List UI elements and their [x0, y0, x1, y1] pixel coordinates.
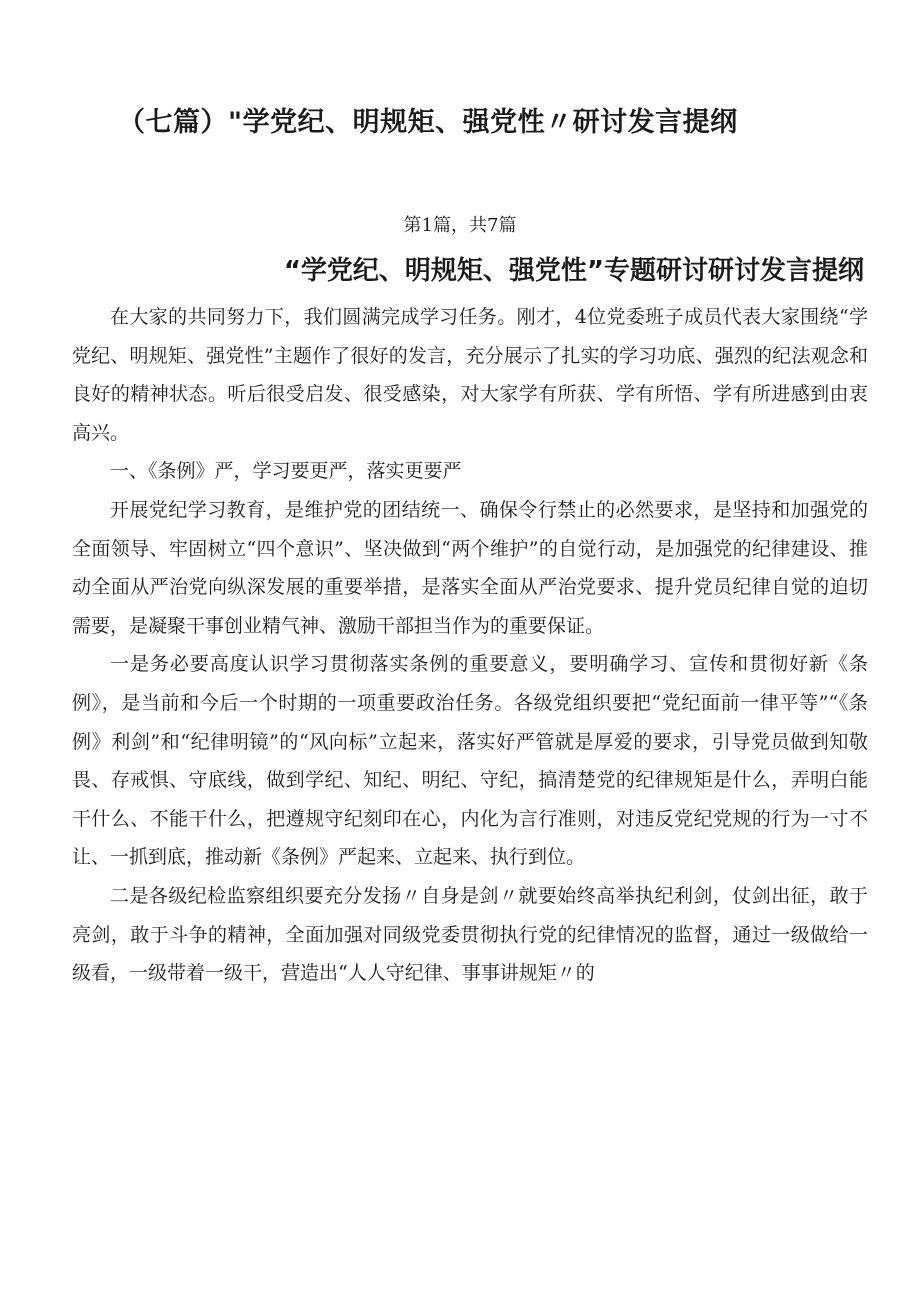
paragraph: 二是各级纪检监察组织要充分发扬〃自身是剑〃就要始终高举执纪利剑，仗剑出征，敢于亮剑，敢于斗争的精神，全面加强对同级党委贯彻执行党的纪律情况的监督，通过一级做给一级看，一级带着一级干，营造出“人人守纪律、事事讲规矩〃的: [72, 884, 868, 985]
paragraph-heading: 一、《条例》严，学习要更严，落实更要严: [110, 460, 462, 483]
paragraph: 开展党纪学习教育，是维护党的团结统一、确保令行禁止的必然要求，是坚持和加强党的全面领导、牢固树立“四个意识”、坚决做到“两个维护”的自觉行动，是加强党的纪律建设、推动全面从严治党向纵深发展的重要举措，是落实全面从严治党要求、提升党员纪律自觉的迫切需要，是凝聚干事创业精气神、激励干部担当作为的重要保证。: [72, 498, 868, 637]
section-title: “学党纪、明规矩、强党性”专题研讨研讨发言提纲: [283, 256, 864, 286]
part-label: 第1篇，共7篇: [403, 215, 517, 236]
paragraph: 在大家的共同努力下，我们圆满完成学习任务。刚才，4位党委班子成员代表大家围绕“学党纪、明规矩、强党性”主题作了很好的发言，充分展示了扎实的学习功底、强烈的纪法观念和良好的精神状态。听后很受启发、很受感染，对大家学有所获、学有所悟、学有所进感到由衷高兴。: [72, 306, 868, 444]
body-text: [72, 298, 868, 993]
document-title: （七篇）"学党纪、明规矩、强党性〃研讨发言提纲: [118, 107, 738, 138]
paragraph: 一是务必要高度认识学习贯彻落实条例的重要意义，要明确学习、宣传和贯彻好新《条例》，是当前和今后一个时期的一项重要政治任务。各级党组织要把“党纪面前一律平等”“《条例》利剑”和“纪律明镜”的“风向标”立起来，落实好严管就是厚爱的要求，引导党员做到知敬畏、存戒惧、守底线，做到学纪、知纪、明纪、守纪，搞清楚党的纪律规矩是什么，弄明白能干什么、不能干什么，把遵规守纪刻印在心，内化为言行准则，对违反党纪党规的行为一寸不让、一抓到底，推动新《条例》严起来、立起来、执行到位。: [72, 653, 868, 869]
